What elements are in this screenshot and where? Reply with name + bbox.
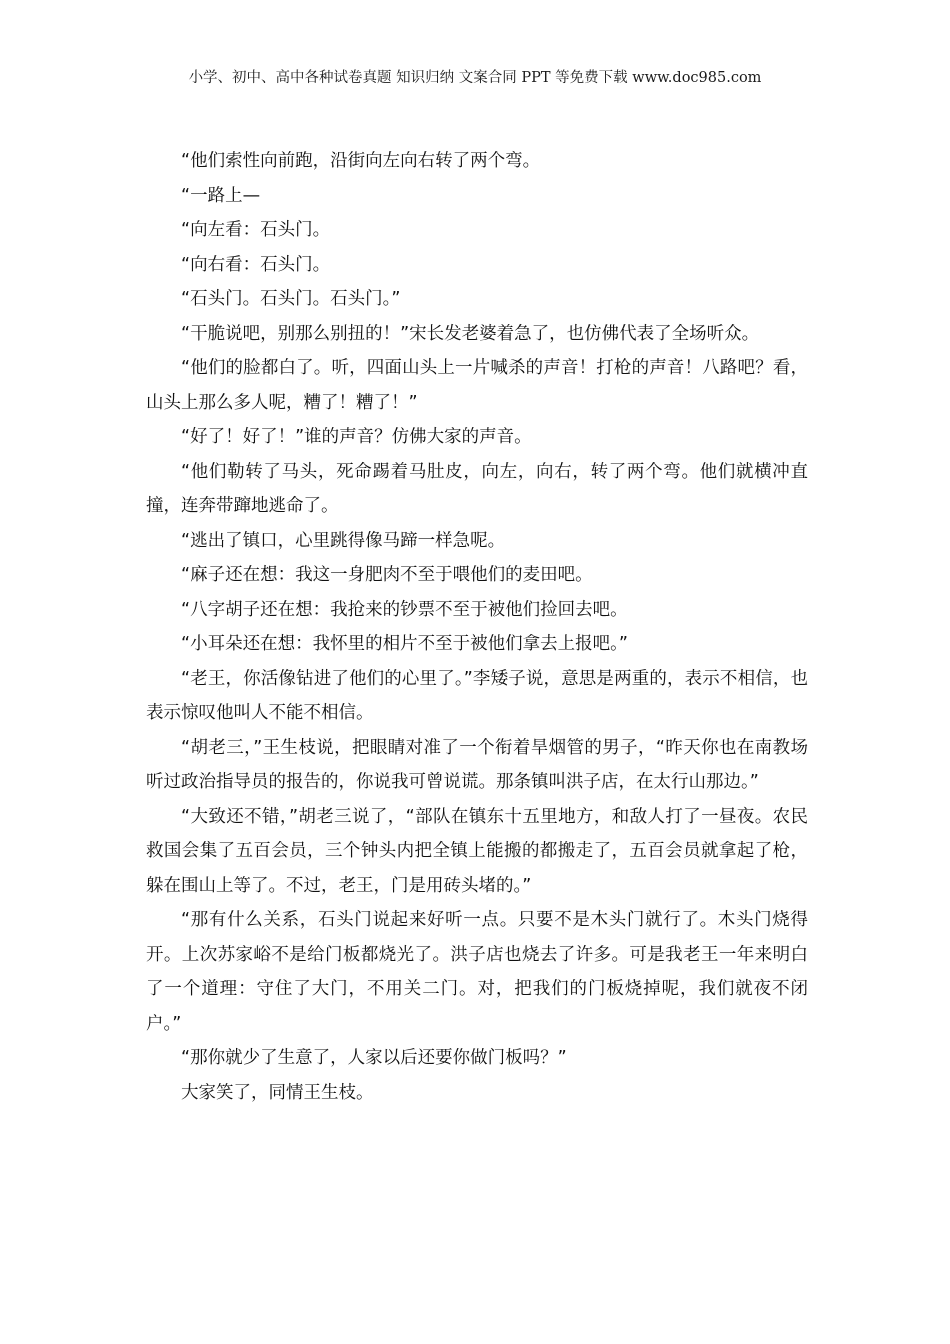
paragraph: “好了！好了！”谁的声音？仿佛大家的声音。 (181, 427, 532, 447)
page-header: 小学、初中、高中各种试卷真题 知识归纳 文案合同 PPT 等免费下载 www.doc985.com (188, 70, 762, 86)
paragraph: “大致还不错，”胡老三说了，“部队在镇东十五里地方，和敌人打了一昼夜。农民救国会集了五百会员，三个钟头内把全镇上能搬的都搬走了，五百会员就拿起了枪，躲在围山上等了。不过，老王，门是用砖头堵的。” (146, 806, 808, 896)
paragraph: “那你就少了生意了，人家以后还要你做门板吗？” (181, 1048, 567, 1068)
paragraph: 大家笑了，同情王生枝。 (181, 1082, 374, 1103)
paragraph: “他们索性向前跑，沿街向左向右转了两个弯。 (181, 151, 541, 171)
paragraph: “一路上— (181, 185, 261, 206)
paragraph: “向右看：石头门。 (181, 254, 331, 275)
paragraph: “向左看：石头门。 (181, 220, 331, 240)
paragraph: “八字胡子还在想：我抢来的钞票不至于被他们捡回去吧。 (181, 599, 628, 620)
article-body (146, 144, 808, 1110)
paragraph: “老王，你活像钻进了他们的心里了。”李矮子说，意思是两重的，表示不相信，也表示惊叹他叫人不能不相信。 (146, 668, 808, 723)
paragraph: “小耳朵还在想：我怀里的相片不至于被他们拿去上报吧。” (181, 634, 628, 654)
paragraph: “胡老三，”王生枝说，把眼睛对准了一个衔着旱烟管的男子，“昨天你也在南教场听过政治指导员的报告的，你说我可曾说谎。那条镇叫洪子店，在太行山那边。” (146, 737, 808, 792)
paragraph: “干脆说吧，别那么别扭的！”宋长发老婆着急了，也仿佛代表了全场听众。 (181, 323, 760, 344)
paragraph: “逃出了镇口，心里跳得像马蹄一样急呢。 (181, 530, 506, 551)
paragraph: “他们勒转了马头，死命踢着马肚皮，向左，向右，转了两个弯。他们就横冲直撞，连奔带蹿地逃命了。 (146, 461, 808, 516)
paragraph: “那有什么关系，石头门说起来好听一点。只要不是木头门就行了。木头门烧得开。上次苏家峪不是给门板都烧光了。洪子店也烧去了许多。可是我老王一年来明白了一个道理：守住了大门，不用关二门。对，把我们的门板烧掉呢，我们就夜不闭户。” (146, 910, 808, 1034)
paragraph: “麻子还在想：我这一身肥肉不至于喂他们的麦田吧。 (181, 565, 593, 585)
paragraph: “他们的脸都白了。听，四面山头上一片喊杀的声音！打枪的声音！八路吧？看，山头上那么多人呢，糟了！糟了！” (146, 358, 808, 413)
paragraph: “石头门。石头门。石头门。” (181, 289, 401, 309)
